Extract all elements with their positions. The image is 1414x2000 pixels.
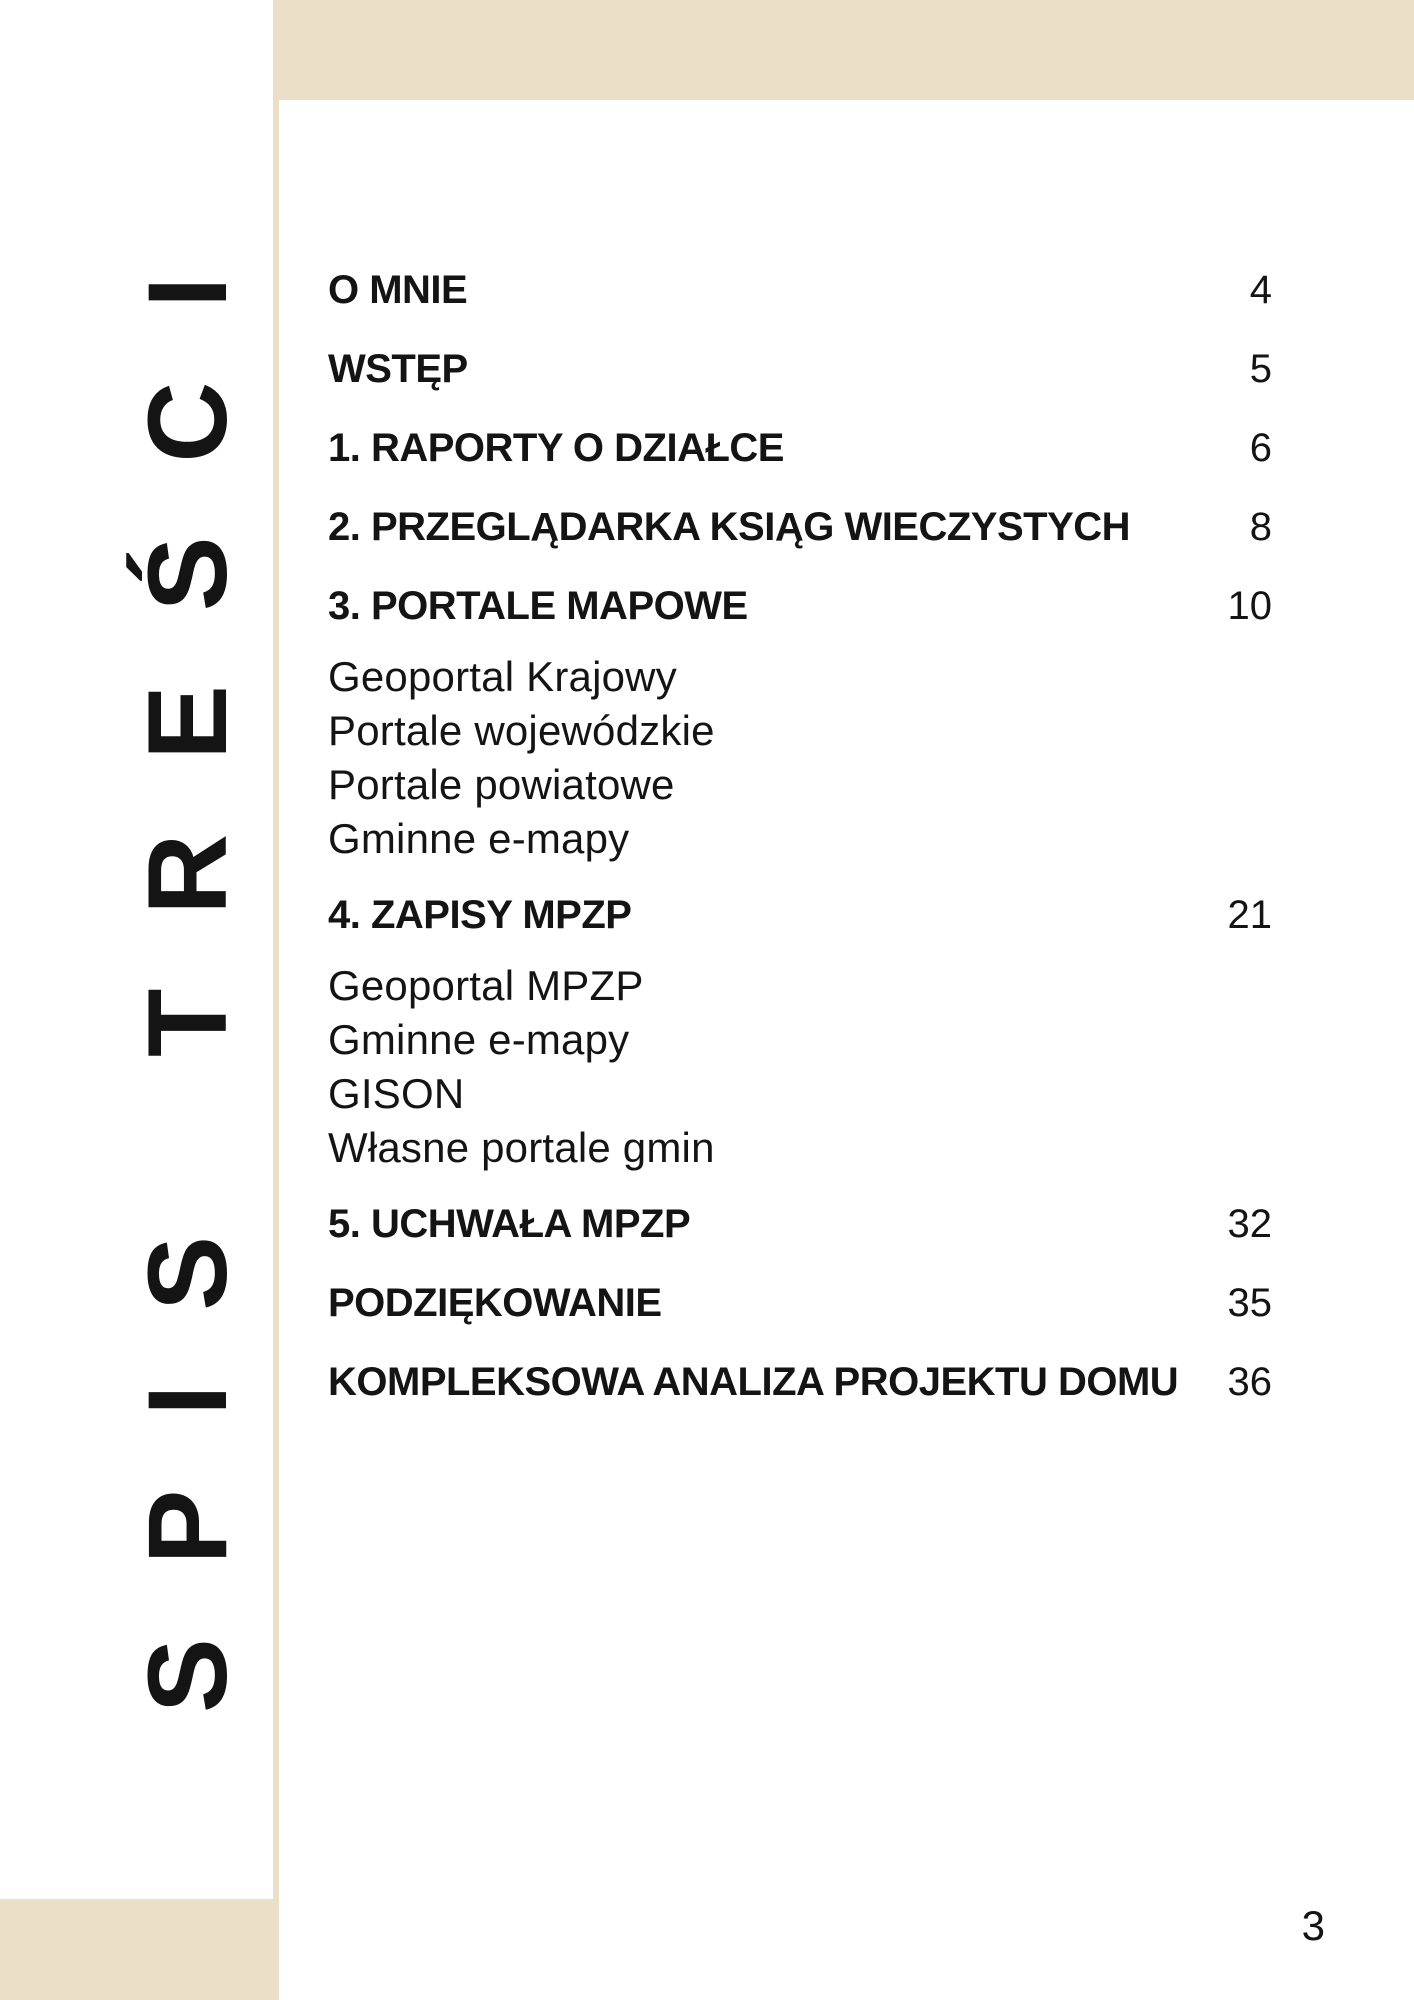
toc-entry-page-number: 4 [1249, 268, 1272, 312]
vertical-divider-line [273, 0, 279, 2000]
toc-list [328, 100, 1272, 1422]
toc-entry[interactable] [328, 251, 1272, 330]
toc-entry-page-number: 8 [1249, 505, 1272, 549]
toc-entry[interactable] [328, 1343, 1272, 1422]
toc-entry[interactable] [328, 330, 1272, 409]
toc-sublist [328, 959, 1272, 1175]
toc-entry-label: PODZIĘKOWANIE [328, 1281, 662, 1325]
toc-entry-page-number: 6 [1249, 426, 1272, 470]
toc-subentry[interactable]: Gminne e-mapy [328, 815, 630, 862]
toc-entry-page-number: 36 [1227, 1360, 1272, 1404]
toc-entry-page-number: 35 [1227, 1281, 1272, 1325]
toc-subentry[interactable]: GISON [328, 1070, 465, 1117]
bottom-accent-block [0, 1899, 273, 2000]
toc-entry-label: 4. ZAPISY MPZP [328, 893, 632, 937]
toc-entry-label: KOMPLEKSOWA ANALIZA PROJEKTU DOMU [328, 1360, 1179, 1404]
footer-page-number: 3 [1301, 1902, 1325, 1949]
toc-entry-page-number: 32 [1227, 1202, 1272, 1246]
toc-entry-label: WSTĘP [328, 347, 468, 391]
toc-subentry[interactable]: Gminne e-mapy [328, 1016, 630, 1063]
toc-subentry[interactable]: Własne portale gmin [328, 1124, 715, 1171]
toc-entry-page-number: 5 [1249, 347, 1272, 391]
toc-entry-label: 2. PRZEGLĄDARKA KSIĄG WIECZYSTYCH [328, 505, 1131, 549]
toc-entry-label: 5. UCHWAŁA MPZP [328, 1202, 691, 1246]
toc-entry[interactable] [328, 488, 1272, 567]
toc-entry-label: 1. RAPORTY O DZIAŁCE [328, 426, 784, 470]
toc-entry[interactable] [328, 567, 1272, 646]
toc-entry-label: O MNIE [328, 268, 468, 312]
toc-sublist [328, 650, 1272, 866]
toc-vertical-title: SPIS TREŚCI [125, 202, 250, 1713]
toc-entry-page-number: 10 [1227, 584, 1272, 628]
top-accent-bar [279, 0, 1414, 100]
toc-entry-page-number: 21 [1227, 893, 1272, 937]
toc-subentry[interactable]: Portale powiatowe [328, 761, 675, 808]
toc-entry[interactable] [328, 409, 1272, 488]
toc-subentry[interactable]: Geoportal MPZP [328, 962, 644, 1009]
toc-entry[interactable] [328, 1185, 1272, 1264]
toc-entry-label: 3. PORTALE MAPOWE [328, 584, 748, 628]
toc-entry[interactable] [328, 876, 1272, 955]
toc-subentry[interactable]: Geoportal Krajowy [328, 653, 677, 700]
toc-subentry[interactable]: Portale wojewódzkie [328, 707, 715, 754]
toc-entry[interactable] [328, 1264, 1272, 1343]
